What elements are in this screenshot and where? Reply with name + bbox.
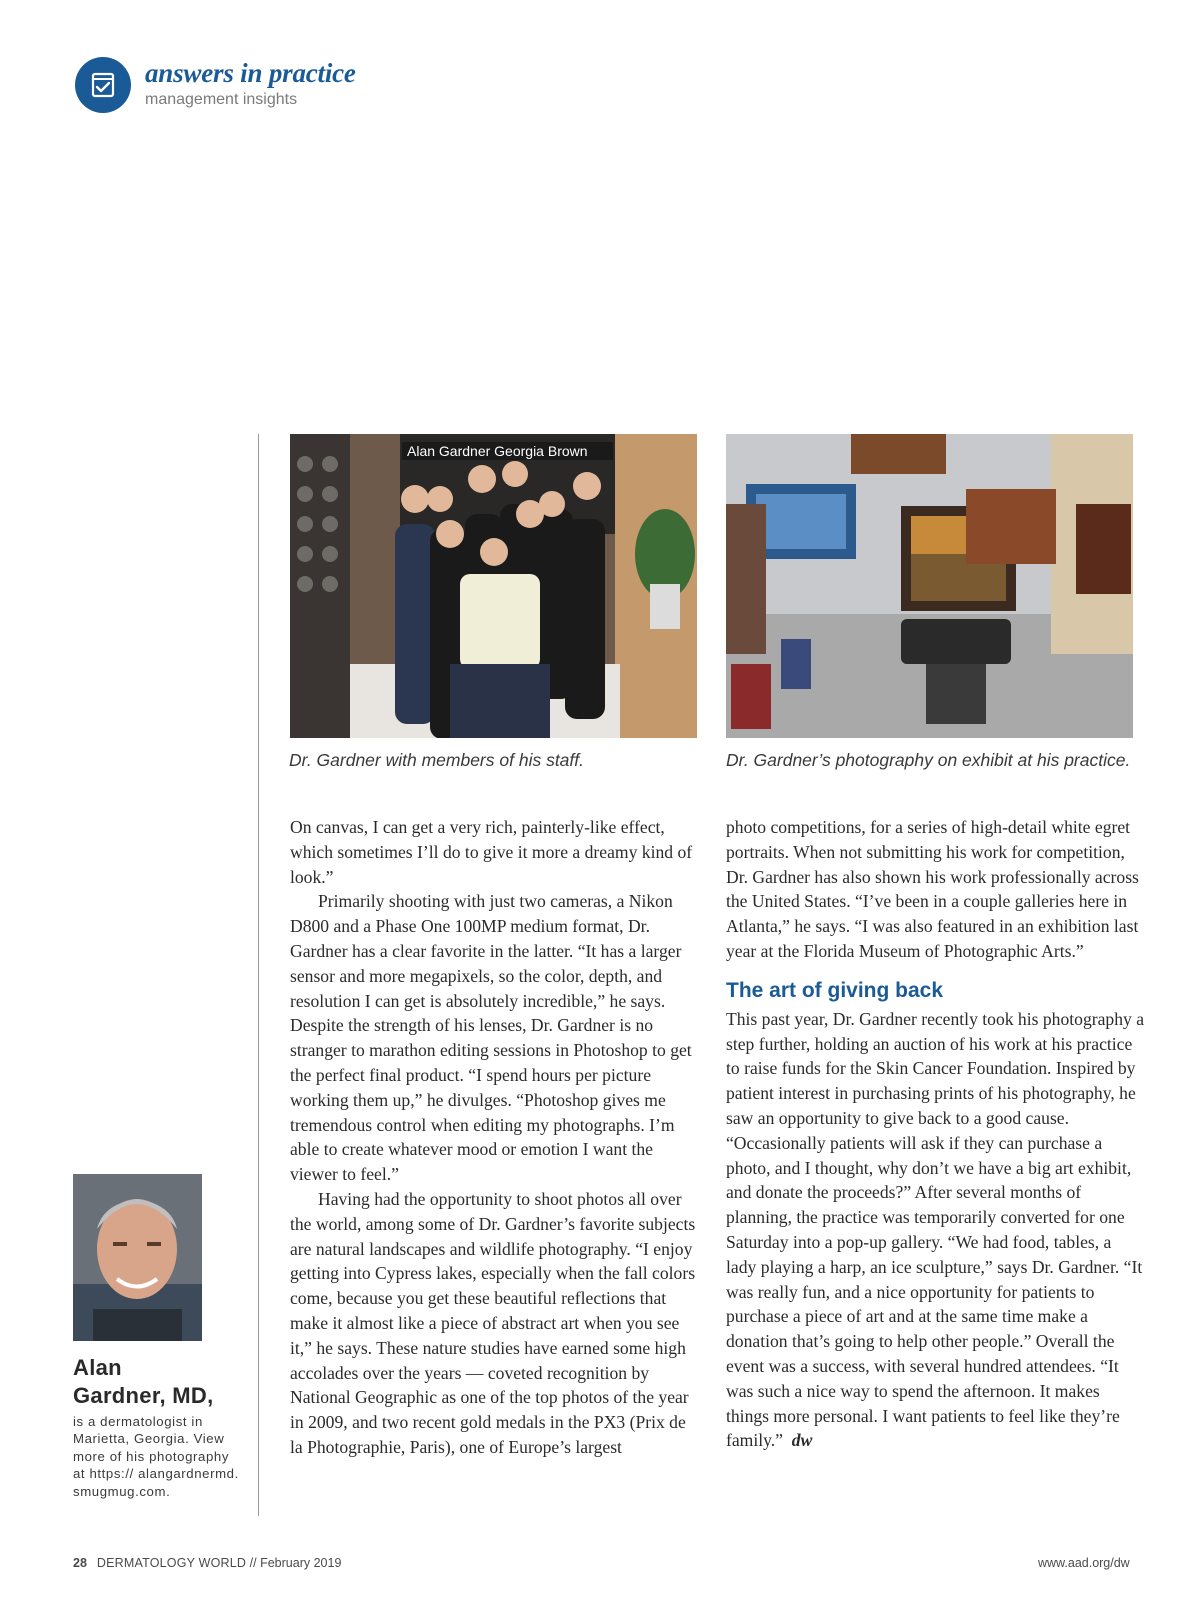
section-title: answers in practice xyxy=(145,58,356,88)
author-name-line: Alan xyxy=(73,1355,122,1380)
author-name-line: Gardner, MD, xyxy=(73,1383,214,1408)
author-photo xyxy=(73,1174,202,1341)
body-paragraph: Having had the opportunity to shoot photos all over the world, among some of Dr. Gardner’s favorite subjects are natural landscapes and wildlife photography. “I enjoy getting into Cypress lakes, especially when the fall colors come, because you get these beautiful reflections that make it almost like a piece of abstract art when you see it,” he says. These nature studies have earned some high accolades over the years — coveted recognition by National Geographic as one of the top photos of the year in 2009, and two recent gold medals in the PX3 (Prix de la Photographie, Paris), one of Europe’s largest xyxy=(290,1188,696,1457)
photo-caption: Dr. Gardner with members of his staff. xyxy=(289,750,584,770)
checklist-icon xyxy=(88,70,118,100)
section-logo xyxy=(75,57,131,113)
photo-caption: Dr. Gardner’s photography on exhibit at his practice. xyxy=(726,750,1131,770)
staff-group-photo xyxy=(290,434,697,738)
column-divider xyxy=(258,434,259,1516)
author-name xyxy=(73,1354,253,1410)
end-mark: dw xyxy=(791,1430,813,1451)
exhibit-photo xyxy=(726,434,1133,738)
footer-separator: // xyxy=(249,1556,257,1570)
subheading: The art of giving back xyxy=(726,978,944,1002)
section-subtitle: management insights xyxy=(145,91,298,108)
website-link[interactable]: www.aad.org/dw xyxy=(1038,1556,1130,1570)
article-column-2 xyxy=(726,815,1144,1453)
page-footer xyxy=(73,1556,341,1570)
body-paragraph: On canvas, I can get a very rich, painterly-like effect, which sometimes I’ll do to give it more a dreamy kind of look.” xyxy=(290,817,693,887)
article-column-1 xyxy=(290,815,700,1460)
body-paragraph: photo competitions, for a series of high-detail white egret portraits. When not submitting his work for competition, Dr. Gardner has also shown his work professionally across the United States. “I’ve been in a couple galleries here in Atlanta,” he says. “I was also featured in an exhibition last year at the Florida Museum of Photographic Arts.” xyxy=(726,817,1139,961)
page-number: 28 xyxy=(73,1556,87,1570)
magazine-name: DERMATOLOGY WORLD xyxy=(96,1556,247,1570)
photo-sign-text: Alan Gardner Georgia Brown xyxy=(407,443,588,459)
body-paragraph-text: This past year, Dr. Gardner recently took his photography a step further, holding an auction of his work at his practice to raise funds for the Skin Cancer Foundation. Inspired by patient interest in purchasing prints of his photography, he saw an opportunity to give back to a good cause. “Occasionally patients will ask if they can purchase a photo, and I thought, why don’t we have a big art exhibit, and donate the proceeds?” After several months of planning, the practice was temporarily converted for one Saturday into a pop-up gallery. “We had food, tables, a lady playing a harp, an ice sculpture,” says Dr. Gardner. “It was really fun, and a nice opportunity for patients to purchase a piece of art and at the same time make a donation that’s going to help other people.” Overall the event was a success, with several hundred attendees. “It was such a nice way to spend the afternoon. It makes things more personal. I want patients to feel like they’re family.” xyxy=(726,1008,1145,1451)
issue-date: February 2019 xyxy=(260,1556,342,1570)
author-bio: is a dermatologist in Marietta, Georgia. View more of his photography at https:// alangardnermd. smugmug.com. xyxy=(73,1414,239,1499)
body-paragraph: Primarily shooting with just two cameras, a Nikon D800 and a Phase One 100MP medium format, Dr. Gardner has a clear favorite in the latter. “It has a larger sensor and more megapixels, so the color, depth, and resolution I can get is absolutely incredible,” he says. Despite the strength of his lenses, Dr. Gardner is no stranger to marathon editing sessions in Photoshop to get the perfect final product. “I spend hours per picture working them up,” he divulges. “Photoshop gives me tremendous control when editing my photographs. I’m able to create whatever mood or emotion I want the viewer to feel.” xyxy=(290,891,692,1185)
body-paragraph xyxy=(726,1007,1144,1453)
